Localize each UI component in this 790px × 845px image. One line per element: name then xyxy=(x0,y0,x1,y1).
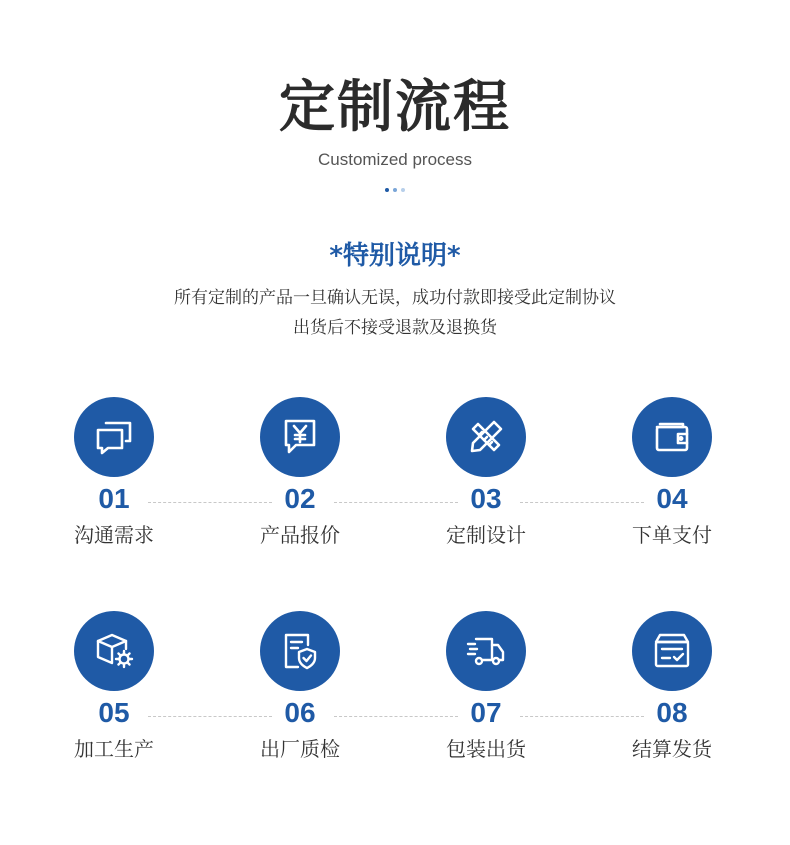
delivery-truck-icon xyxy=(464,629,508,673)
notice-line-2: 出货后不接受退款及退换货 xyxy=(293,318,497,338)
step-07 xyxy=(396,611,576,763)
step-icon-circle xyxy=(446,611,526,691)
step-icon-circle xyxy=(74,611,154,691)
step-label: 下单支付 xyxy=(632,523,712,547)
notice-title: *特别说明* xyxy=(329,241,461,271)
step-label: 沟通需求 xyxy=(74,523,154,547)
notice-line-1: 所有定制的产品一旦确认无误，成功付款即接受此定制协议 xyxy=(174,288,616,308)
step-label: 产品报价 xyxy=(260,523,340,547)
step-06 xyxy=(210,611,390,763)
step-03 xyxy=(396,397,576,549)
step-label: 加工生产 xyxy=(74,737,154,761)
step-08 xyxy=(582,611,762,763)
step-number: 07 xyxy=(470,697,502,728)
document-shield-icon xyxy=(278,629,322,673)
step-number: 02 xyxy=(284,483,316,514)
page-title: 定制流程 xyxy=(279,75,511,140)
box-gear-icon xyxy=(92,629,136,673)
wallet-icon xyxy=(650,415,694,459)
step-icon-circle xyxy=(632,397,712,477)
step-number: 01 xyxy=(98,483,130,514)
step-01 xyxy=(24,397,204,549)
checked-box-icon xyxy=(650,629,694,673)
chat-bubbles-icon xyxy=(92,415,136,459)
step-icon-circle xyxy=(74,397,154,477)
page-subtitle: Customized process xyxy=(317,150,472,169)
step-04 xyxy=(582,397,762,549)
decorative-dots xyxy=(385,187,407,193)
step-05 xyxy=(24,611,204,763)
step-number: 05 xyxy=(98,697,130,728)
step-number: 04 xyxy=(656,483,688,514)
step-icon-circle xyxy=(260,397,340,477)
step-02 xyxy=(210,397,390,549)
pencil-ruler-icon xyxy=(464,415,508,459)
step-number: 06 xyxy=(284,697,316,728)
step-label: 包装出货 xyxy=(446,737,526,761)
step-label: 出厂质检 xyxy=(260,737,340,761)
dot xyxy=(385,188,389,192)
step-label: 定制设计 xyxy=(446,523,526,547)
step-icon-circle xyxy=(446,397,526,477)
step-icon-circle xyxy=(260,611,340,691)
yen-quote-icon xyxy=(278,415,322,459)
step-label: 结算发货 xyxy=(632,737,712,761)
step-number: 08 xyxy=(656,697,688,728)
dot xyxy=(393,188,397,192)
step-icon-circle xyxy=(632,611,712,691)
dot xyxy=(401,188,405,192)
step-number: 03 xyxy=(470,483,502,514)
